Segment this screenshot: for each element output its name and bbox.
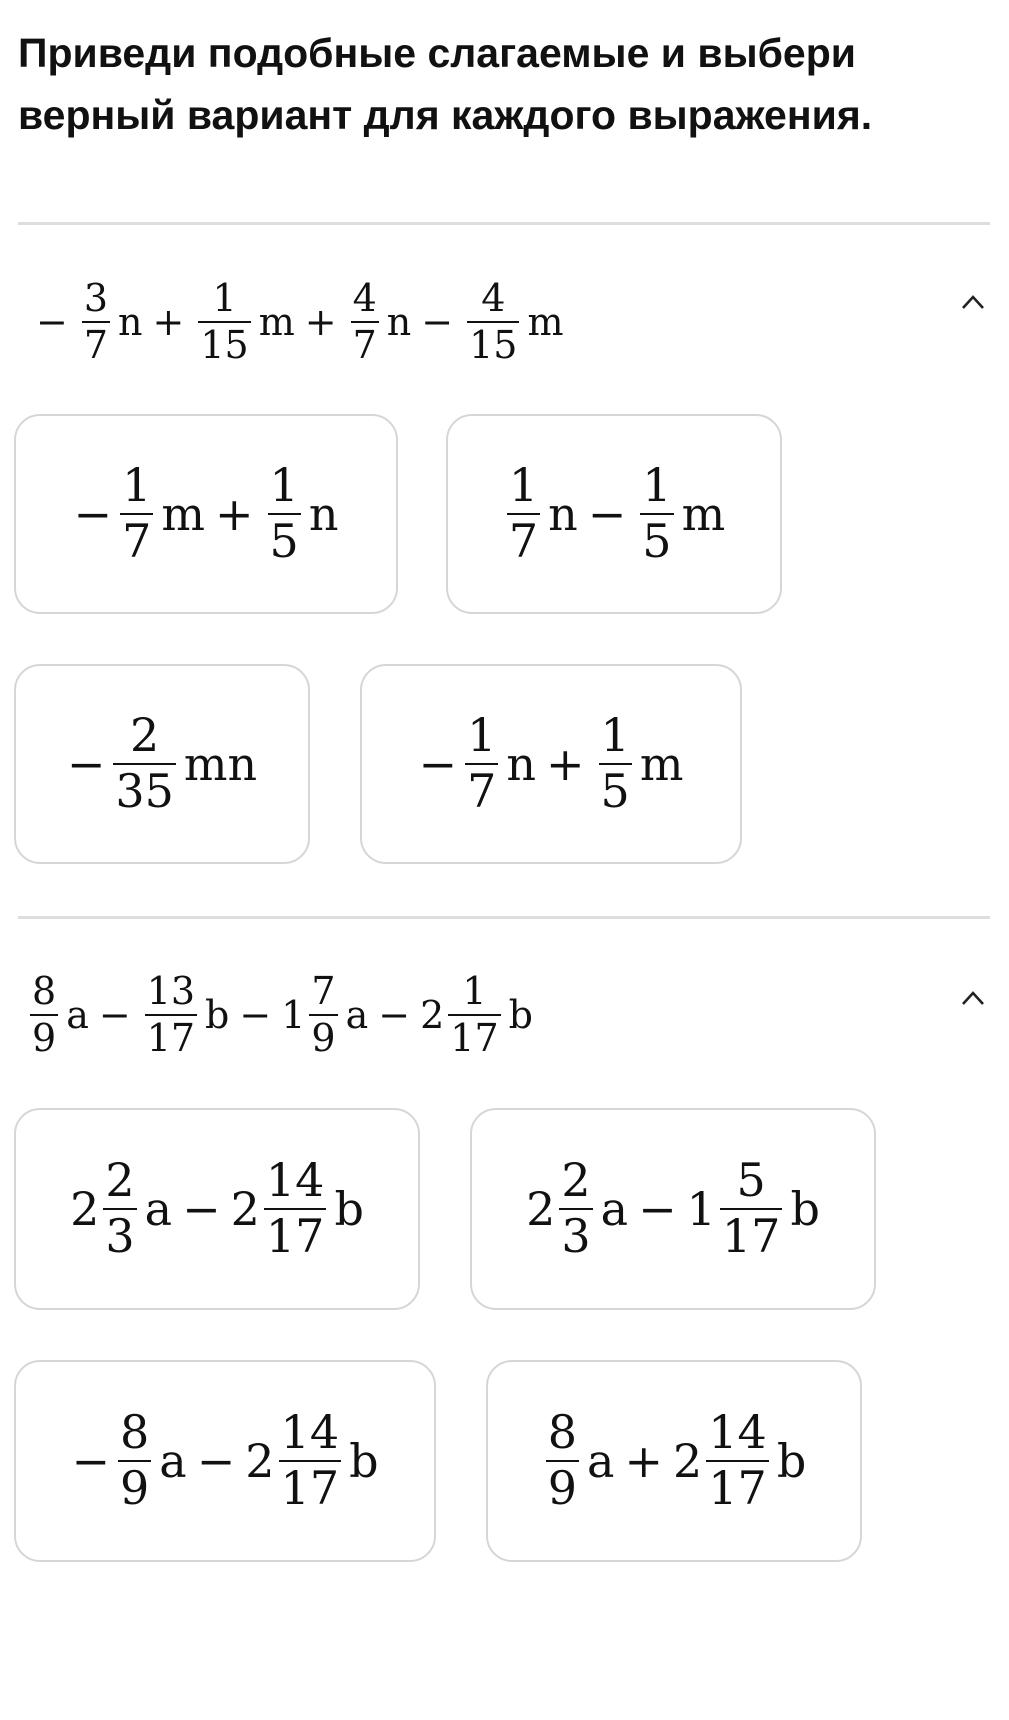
math-expression [418, 708, 684, 818]
variable: b [508, 993, 533, 1037]
fraction-denominator: 7 [352, 323, 377, 367]
fraction-numerator: 4 [352, 275, 377, 320]
fraction-numerator: 1 [600, 708, 630, 763]
fraction [309, 968, 337, 1060]
variable: m [161, 487, 205, 541]
variable: n [386, 300, 412, 344]
operator: − [638, 1182, 677, 1236]
fraction-numerator: 1 [508, 458, 539, 513]
fraction-numerator: 14 [280, 1405, 340, 1460]
fraction-denominator: 17 [146, 1016, 196, 1060]
variable: a [587, 1434, 615, 1488]
fraction-numerator: 14 [265, 1153, 325, 1208]
fraction-numerator: 1 [467, 708, 497, 763]
fraction-numerator: 3 [83, 275, 109, 320]
fraction-numerator: 2 [105, 1153, 135, 1208]
variable: b [205, 993, 230, 1037]
fraction [467, 275, 519, 367]
fraction-denominator: 5 [600, 764, 630, 818]
fraction-denominator: 7 [83, 323, 109, 367]
whole-number: 2 [70, 1182, 100, 1236]
variable: n [118, 300, 143, 344]
fraction-denominator: 7 [122, 514, 152, 568]
operator: − [239, 993, 272, 1037]
fraction-denominator: 35 [115, 764, 174, 818]
fraction-numerator: 1 [212, 275, 237, 320]
question-2-expression [26, 955, 533, 1075]
variable: n [506, 737, 536, 791]
minus-sign: − [66, 737, 106, 791]
fraction [351, 275, 379, 367]
variable: m [527, 300, 564, 344]
fraction-denominator: 15 [469, 323, 518, 367]
variable: m [639, 737, 684, 791]
fraction-denominator: 9 [311, 1016, 336, 1060]
operator: + [214, 487, 254, 541]
answer-option-q2-2[interactable] [470, 1108, 876, 1310]
variable: m [258, 300, 295, 344]
fraction [103, 1153, 136, 1263]
fraction [113, 708, 176, 818]
fraction-denominator: 3 [561, 1209, 591, 1263]
math-expression [542, 1405, 807, 1515]
operator: − [378, 993, 411, 1037]
fraction [82, 275, 110, 367]
fraction [30, 968, 58, 1060]
fraction-denominator: 9 [32, 1016, 57, 1060]
answer-option-q2-1[interactable] [14, 1108, 420, 1310]
operator: − [587, 487, 627, 541]
fraction-denominator: 17 [265, 1209, 325, 1263]
fraction [264, 1153, 327, 1263]
variable: a [345, 993, 369, 1037]
instruction-line-2: верный вариант для каждого выражения. [18, 92, 873, 138]
fraction-numerator: 13 [146, 968, 196, 1013]
operator: + [624, 1434, 663, 1488]
whole-number: 2 [420, 993, 445, 1037]
variable: n [548, 487, 578, 541]
fraction-denominator: 3 [105, 1209, 135, 1263]
fraction [720, 1153, 783, 1263]
fraction [599, 708, 632, 818]
fraction [279, 1405, 342, 1515]
fraction-numerator: 2 [561, 1153, 591, 1208]
fraction [198, 275, 250, 367]
variable: n [308, 487, 339, 541]
fraction-denominator: 17 [450, 1016, 499, 1060]
answer-option-q2-3[interactable] [14, 1360, 436, 1562]
variable: b [334, 1182, 364, 1236]
operator: − [196, 1434, 236, 1488]
variable: a [159, 1434, 187, 1488]
fraction-numerator: 7 [311, 968, 336, 1013]
math-expression [526, 1153, 820, 1263]
fraction-numerator: 2 [130, 708, 160, 763]
divider [18, 222, 990, 225]
chevron-up-icon[interactable] [960, 292, 986, 312]
variable: b [790, 1182, 820, 1236]
operator: − [182, 1182, 221, 1236]
math-expression [71, 1405, 379, 1515]
answer-option-q1-3[interactable] [14, 664, 310, 864]
variable: mn [183, 737, 258, 791]
operator: − [98, 993, 131, 1037]
whole-number: 1 [686, 1182, 716, 1236]
operator: + [304, 300, 337, 344]
answer-option-q1-2[interactable] [446, 414, 782, 614]
minus-sign: − [73, 487, 113, 541]
fraction-denominator: 17 [280, 1461, 340, 1515]
fraction [465, 708, 498, 818]
fraction [507, 458, 540, 568]
fraction-denominator: 17 [721, 1209, 781, 1263]
minus-sign: − [418, 737, 458, 791]
math-expression [73, 458, 339, 568]
fraction [118, 1405, 151, 1515]
fraction-numerator: 8 [32, 968, 57, 1013]
fraction [145, 968, 197, 1060]
whole-number: 2 [245, 1434, 275, 1488]
fraction-numerator: 1 [642, 458, 672, 513]
math-expression [503, 458, 726, 568]
fraction-numerator: 4 [481, 275, 506, 320]
fraction [559, 1153, 592, 1263]
operator: + [152, 300, 185, 344]
whole-number: 2 [230, 1182, 260, 1236]
answer-option-q2-4[interactable] [486, 1360, 862, 1562]
operator: − [36, 300, 68, 344]
instruction-text [18, 22, 988, 146]
variable: a [66, 993, 89, 1037]
fraction-denominator: 5 [642, 514, 672, 568]
fraction-denominator: 7 [467, 764, 497, 818]
fraction-numerator: 8 [547, 1405, 577, 1460]
fraction-denominator: 15 [200, 323, 249, 367]
whole-number: 1 [281, 993, 306, 1037]
operator: − [421, 300, 454, 344]
fraction-numerator: 5 [736, 1153, 766, 1208]
fraction [120, 458, 153, 568]
operator: + [546, 737, 585, 791]
fraction [546, 1405, 579, 1515]
divider [18, 916, 990, 919]
fraction [268, 458, 301, 568]
instruction-line-1: Приведи подобные слагаемые и выбери [18, 30, 856, 76]
whole-number: 2 [526, 1182, 556, 1236]
fraction-denominator: 5 [269, 514, 299, 568]
math-expression [70, 1153, 364, 1263]
variable: b [776, 1434, 807, 1488]
fraction-numerator: 1 [122, 458, 152, 513]
answer-option-q1-4[interactable] [360, 664, 742, 864]
fraction-denominator: 7 [508, 514, 539, 568]
answer-option-q1-1[interactable] [14, 414, 398, 614]
question-1-expression [26, 262, 564, 382]
fraction [706, 1405, 769, 1515]
fraction-numerator: 8 [120, 1405, 150, 1460]
chevron-up-icon[interactable] [960, 988, 986, 1008]
fraction-numerator: 1 [269, 458, 299, 513]
fraction-denominator: 9 [120, 1461, 150, 1515]
variable: a [144, 1182, 173, 1236]
minus-sign: − [71, 1434, 110, 1488]
variable: a [600, 1182, 629, 1236]
fraction [448, 968, 500, 1060]
fraction [640, 458, 673, 568]
fraction-denominator: 17 [708, 1461, 767, 1515]
whole-number: 2 [672, 1434, 703, 1488]
fraction-denominator: 9 [547, 1461, 577, 1515]
variable: m [681, 487, 726, 541]
math-expression [66, 708, 258, 818]
fraction-numerator: 14 [708, 1405, 767, 1460]
fraction-numerator: 1 [462, 968, 487, 1013]
variable: b [349, 1434, 379, 1488]
